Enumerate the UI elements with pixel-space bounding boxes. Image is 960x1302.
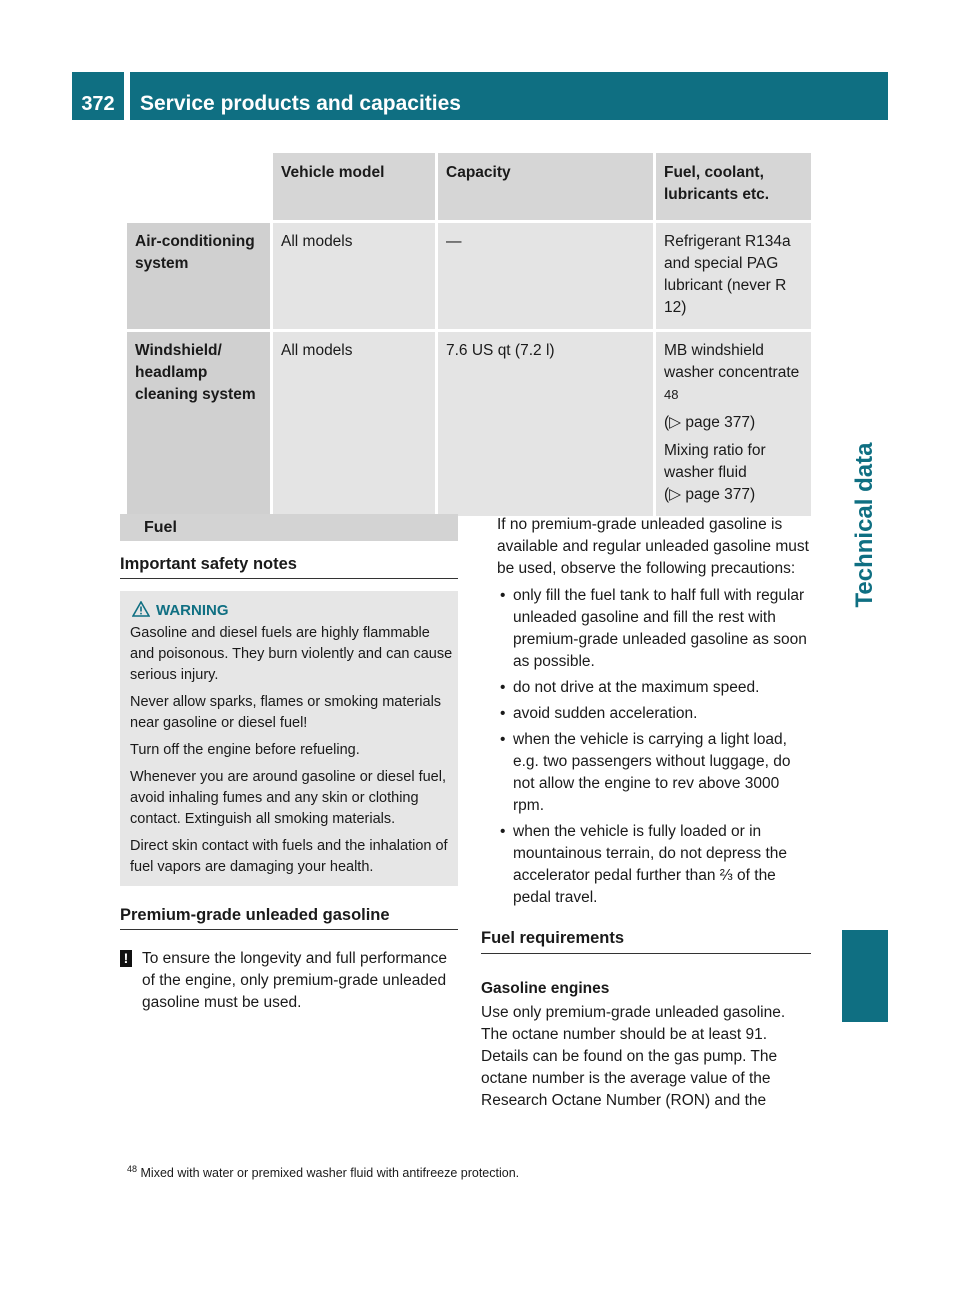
warning-paragraph: Gasoline and diesel fuels are highly flammable and poisonous. They burn violently and can cause serious injury. <box>130 625 453 683</box>
warning-label: WARNING <box>156 602 229 619</box>
row-system: Air-conditioning system <box>127 223 270 332</box>
row-capacity: — <box>435 223 653 332</box>
list-item: • do not drive at the maximum speed. <box>497 677 811 699</box>
row-capacity: 7.6 US qt (7.2 l) <box>435 332 653 519</box>
table-header-row <box>127 153 811 223</box>
footnote-text: Mixed with water or premixed washer fluid with antifreeze protection. <box>140 1166 520 1181</box>
heading-premium-gasoline: Premium-grade unleaded gasoline <box>120 906 458 930</box>
warning-paragraph: Direct skin contact with fuels and the inhalation of fuel vapors are damaging your health. <box>130 838 448 875</box>
precautions-list <box>481 585 811 909</box>
side-tab-label: Technical data <box>851 442 878 608</box>
table-header-fluid: Fuel, coolant, lubricants etc. <box>653 153 811 223</box>
fluid-concentrate: MB windshield washer concentrate <box>664 342 800 381</box>
page-reference-link[interactable]: (▷ page 377) <box>664 414 756 432</box>
warning-paragraph: Whenever you are around gasoline or diesel fuel, avoid inhaling fumes and any skin or clothing contact. Extinguish all smoking materials. <box>130 769 446 827</box>
section-heading-fuel: Fuel <box>120 514 458 541</box>
table-row <box>127 332 811 519</box>
warning-box <box>120 591 458 886</box>
row-system: Windshield/ headlamp cleaning system <box>127 332 270 519</box>
list-item: • avoid sudden acceleration. <box>497 703 811 725</box>
table-header-vehicle-model: Vehicle model <box>270 153 435 223</box>
fluid-mixing-ratio: Mixing ratio for washer fluid <box>664 442 766 482</box>
notice-block <box>120 948 458 1014</box>
notice-text: To ensure the longevity and full performance of the engine, only premium-grade unleaded gasoline must be used. <box>142 950 448 1011</box>
footnote-number: 48 <box>127 1164 138 1174</box>
intro-paragraph: If no premium-grade unleaded gasoline is available and regular unleaded gasoline must be used, observe the following precautions: <box>497 516 809 577</box>
warning-paragraph: Never allow sparks, flames or smoking materials near gasoline or diesel fuel! <box>130 694 442 731</box>
row-model: All models <box>270 332 435 519</box>
left-column <box>120 514 458 1014</box>
right-column <box>481 514 811 1117</box>
page-number: 372 <box>72 72 124 120</box>
warning-paragraph: Turn off the engine before refueling. <box>130 742 360 758</box>
list-item: • when the vehicle is carrying a light load, e.g. two passengers without luggage, do not allow the engine to rev above 3000 rpm. <box>497 729 811 817</box>
heading-safety-notes: Important safety notes <box>120 555 458 579</box>
gasoline-paragraph: Use only premium-grade unleaded gasoline. The octane number should be at least 91. Details can be found on the gas pump. The octane number is the average value of the Research Octane Number (RON) and the <box>481 1004 786 1109</box>
page-title: Service products and capacities <box>130 72 888 120</box>
exclamation-icon: ! <box>120 950 132 967</box>
warning-triangle-icon <box>132 601 150 617</box>
list-item: • when the vehicle is fully loaded or in mountainous terrain, do not depress the accelerator pedal further than ⅔ of the pedal travel. <box>497 821 811 909</box>
page-reference-link[interactable]: (▷ page 377) <box>664 486 756 504</box>
footnote <box>127 1164 817 1180</box>
heading-fuel-requirements: Fuel requirements <box>481 927 811 954</box>
warning-header <box>130 600 454 621</box>
table-header-blank <box>127 153 270 223</box>
table-row <box>127 223 811 332</box>
row-fluid: Refrigerant R134a and special PAG lubricant (never R 12) <box>653 223 811 332</box>
table-header-capacity: Capacity <box>435 153 653 223</box>
side-tab-marker <box>842 930 888 1022</box>
side-tab <box>842 130 888 920</box>
list-item: • only fill the fuel tank to half full with regular unleaded gasoline and fill the rest with premium-grade unleaded gasoline as soon as possible. <box>497 585 811 673</box>
footnote-ref: 48 <box>664 387 679 402</box>
row-model: All models <box>270 223 435 332</box>
row-fluid <box>653 332 811 519</box>
subheading-gasoline-engines: Gasoline engines <box>481 980 610 997</box>
capacities-table <box>127 153 811 519</box>
